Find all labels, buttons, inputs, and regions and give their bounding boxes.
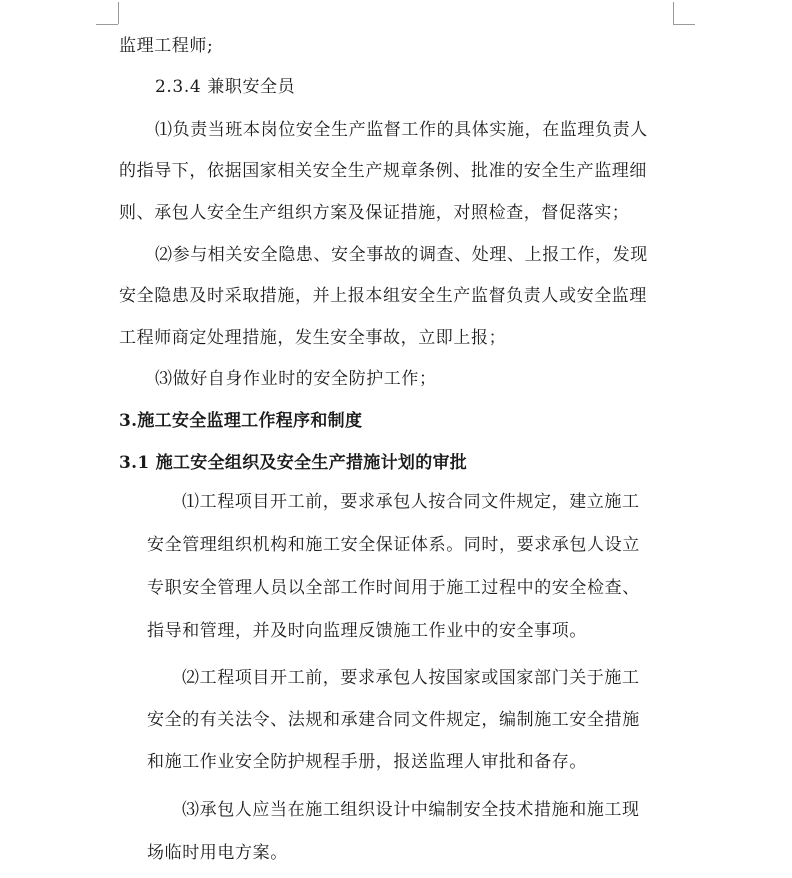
text-line: 工程师商定处理措施，发生安全事故，立即上报； bbox=[119, 328, 507, 348]
crop-mark-top-right-v bbox=[673, 2, 674, 24]
crop-mark-top-right-h bbox=[673, 24, 695, 25]
text-line: ⑶做好自身作业时的安全防护工作； bbox=[155, 369, 437, 389]
text-line: 的指导下，依据国家相关安全生产规章条例、批准的安全生产监理细 bbox=[119, 161, 647, 181]
section-heading-2-3-4: 2.3.4 兼职安全员 bbox=[155, 77, 296, 97]
text-line: 安全的有关法令、法规和承建合同文件规定，编制施工安全措施 bbox=[147, 710, 640, 730]
text-line: 场临时用电方案。 bbox=[147, 843, 288, 863]
crop-mark-top-left-v bbox=[118, 2, 119, 24]
text-line: 指导和管理，并及时向监理反馈施工作业中的安全事项。 bbox=[147, 621, 587, 641]
crop-mark-top-left-h bbox=[96, 24, 118, 25]
text-line: ⑴负责当班本岗位安全生产监督工作的具体实施，在监理负责人 bbox=[155, 120, 648, 140]
text-line: ⑶承包人应当在施工组织设计中编制安全技术措施和施工现 bbox=[182, 800, 640, 820]
text-line: 监理工程师; bbox=[119, 36, 214, 56]
text-line: ⑵参与相关安全隐患、安全事故的调查、处理、上报工作，发现 bbox=[155, 245, 648, 265]
text-line: 安全管理组织机构和施工安全保证体系。同时，要求承包人设立 bbox=[147, 535, 640, 555]
text-line: 专职安全管理人员以全部工作时间用于施工过程中的安全检查、 bbox=[147, 578, 640, 598]
text-line: ⑴工程项目开工前，要求承包人按合同文件规定，建立施工 bbox=[182, 492, 640, 512]
section-heading-3: 3.施工安全监理工作程序和制度 bbox=[119, 411, 363, 431]
section-heading-3-1: 3.1 施工安全组织及安全生产措施计划的审批 bbox=[119, 453, 468, 473]
text-line: ⑵工程项目开工前，要求承包人按国家或国家部门关于施工 bbox=[182, 668, 640, 688]
text-line: 和施工作业安全防护规程手册，报送监理人审批和备存。 bbox=[147, 752, 587, 772]
text-line: 安全隐患及时采取措施，并上报本组安全生产监督负责人或安全监理 bbox=[119, 286, 647, 306]
text-line: 则、承包人安全生产组织方案及保证措施，对照检查，督促落实； bbox=[119, 203, 630, 223]
